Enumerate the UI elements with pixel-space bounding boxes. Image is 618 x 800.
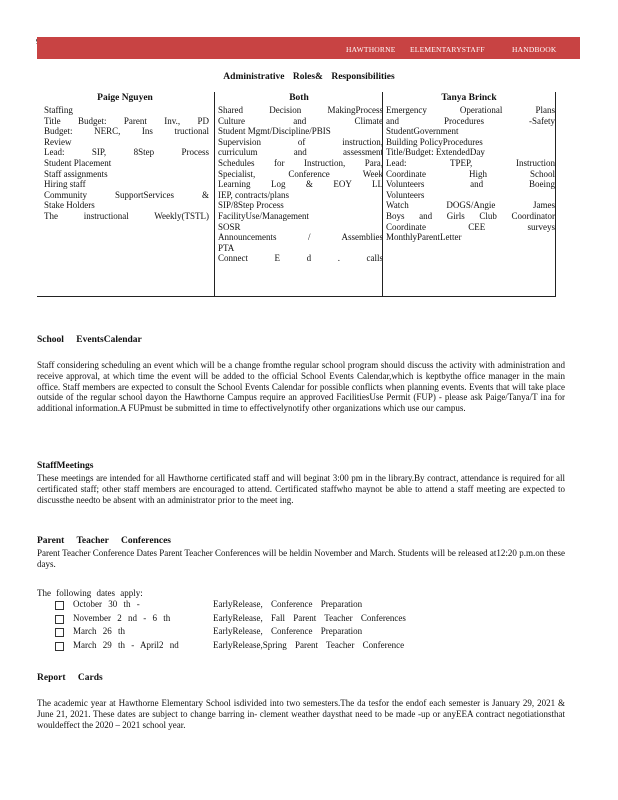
responsibility-list <box>215 105 383 264</box>
responsibility-item: FacilityUse/Management <box>218 210 309 221</box>
responsibility-item: Review <box>44 136 72 147</box>
roles-column-tanya <box>382 92 555 296</box>
date-description: EarlyRelease,Spring Parent Teacher Conference <box>213 639 405 650</box>
list-item <box>55 640 475 654</box>
list-item <box>55 599 475 613</box>
checkbox-bullet-icon <box>55 628 64 637</box>
responsibility-item: MonthlyParentLetter <box>386 232 462 243</box>
dates-intro: The following dates apply: <box>37 588 143 598</box>
date-description: EarlyRelease, Conference Preparation <box>213 599 363 609</box>
responsibility-item: SOSR <box>218 221 241 232</box>
responsibility-item: Hiring staff <box>44 179 86 190</box>
date-range: November 2 nd - 6 th <box>73 612 171 623</box>
header-handbook: HANDBOOK <box>512 45 557 54</box>
responsibility-item: IEP, contracts/plans <box>218 189 289 200</box>
responsibility-item: SIP/8Step Process <box>218 200 284 211</box>
header-banner <box>37 37 580 59</box>
responsibility-item: Student Mgmt/Discipline/PBIS <box>218 126 331 137</box>
responsibility-item: Connect E d . calls <box>218 253 383 264</box>
events-paragraph: Staff considering scheduling an event which will be a change fromthe regular school program should discuss the activity with administration and receive approval, at which time the event will be added to the official School Events Calendar,which is keptbythe office manager in the main office. Staff members are expected to consult the School Events Calendar for possible conflicts when planning events. Events that will take place outside of the regular school dayon the Hawthorne Campus require an approved FacilitiesUse Permit (FUP) - please ask Paige/Tanya/T ina for additional information.A FUPmust be submitted in time to effectivelynotify other organizations which use our campus. <box>37 360 565 414</box>
responsibility-item: Staff assignments <box>44 168 108 179</box>
date-description: EarlyRelease, Conference Preparation <box>213 626 363 636</box>
responsibility-item: Specialist, Conference Week <box>218 168 383 179</box>
date-range: October 30 th - <box>73 599 140 609</box>
events-heading: School EventsCalendar <box>37 335 142 345</box>
conference-date-list <box>55 599 475 653</box>
responsibility-item: Stake Holders <box>44 200 95 211</box>
responsibility-item: Learning Log & EOY LL <box>218 179 383 190</box>
roles-column-paige <box>41 92 209 296</box>
conferences-paragraph: Parent Teacher Conference Dates Parent Teacher Conferences will be heldin November and March. Students will be released at12:20 p.m.on these days. <box>37 548 565 569</box>
responsibility-item: Coordinate High School <box>386 168 555 179</box>
conferences-heading: Parent Teacher Conferences <box>37 536 171 546</box>
date-description: EarlyRelease, Fall Parent Teacher Conferences <box>213 612 406 623</box>
responsibility-item: Building PolicyProcedures <box>386 136 483 147</box>
responsibility-item: and Procedures -Safety <box>386 115 555 126</box>
responsibility-item: Shared Decision MakingProcess <box>218 105 383 115</box>
responsibility-item: Title Budget: Parent Inv., PD <box>44 115 209 126</box>
responsibility-item: PTA <box>218 242 235 253</box>
responsibility-item: Announcements / Assemblies <box>218 232 383 243</box>
responsibility-item: Community SupportServices & <box>44 189 209 200</box>
report-cards-paragraph: The academic year at Hawthorne Elementary School isdivided into two semesters.The da tesfor the endof each semester is January 29, 2021 & June 21, 2021. These dates are subject to change barring in- clement weather daysthat need to be made -up or anyEEA contract negotiationsthat wouldeffect the 2020 – 2021 school year. <box>37 698 565 730</box>
responsibility-item: Volunteers <box>386 189 425 200</box>
responsibility-list <box>41 105 209 222</box>
list-item <box>55 613 475 627</box>
header-school: HAWTHORNE <box>346 45 396 54</box>
checkbox-bullet-icon <box>55 642 64 651</box>
responsibility-item: Supervision of instruction, <box>218 136 383 147</box>
date-range: March 29 th - April2 nd <box>73 639 179 650</box>
responsibility-item: Coordinate CEE surveys <box>386 221 555 232</box>
responsibility-item: Budget: NERC, Ins tructional <box>44 126 209 137</box>
list-item <box>55 626 475 640</box>
roles-column-both <box>214 92 383 296</box>
responsibility-item: Volunteers and Boeing <box>386 179 555 190</box>
responsibility-item: Schedules for Instruction, Para, <box>218 157 383 168</box>
report-cards-heading: Report Cards <box>37 673 103 683</box>
responsibility-item: Title/Budget: ExtendedDay <box>386 147 485 158</box>
responsibility-item: Lead: TPEP, Instruction <box>386 157 555 168</box>
column-header: Both <box>289 93 309 103</box>
roles-table <box>37 92 556 297</box>
checkbox-bullet-icon <box>55 601 64 610</box>
responsibility-list <box>383 105 555 243</box>
responsibility-item: Student Placement <box>44 157 112 168</box>
header-staff: ELEMENTARYSTAFF <box>410 45 485 54</box>
column-header: Tanya Brinck <box>441 93 497 103</box>
responsibility-item: Watch DOGS/Angie James <box>386 200 555 211</box>
responsibility-item: curriculum and assessment <box>218 147 383 158</box>
responsibility-item: The instructional Weekly(TSTL) <box>44 210 209 221</box>
responsibility-item: Culture and Climate <box>218 115 383 126</box>
meetings-paragraph: These meetings are intended for all Hawthorne certificated staff and will beginat 3:00 pm in the library.By contract, attendance is required for all certificated staff; other staff members are encouraged to attend. Certificated staffwho maynot be able to attend a staff meeting are expected to discussthe needto be absent with an administrator prior to the meet ing. <box>37 473 565 505</box>
meetings-heading: StaffMeetings <box>37 461 94 471</box>
checkbox-bullet-icon <box>55 615 64 624</box>
responsibility-item: Lead: SIP, 8Step Process <box>44 147 209 158</box>
responsibility-item: StudentGovernment <box>386 126 459 137</box>
responsibility-item: Staffing <box>44 105 73 115</box>
roles-title: Administrative Roles& Responsibilities <box>223 72 395 82</box>
responsibility-item: Boys and Girls Club Coordinator <box>386 210 555 221</box>
column-header: Paige Nguyen <box>97 93 153 103</box>
date-range: March 26 th <box>73 626 125 636</box>
responsibility-item: Emergency Operational Plans <box>386 105 555 115</box>
